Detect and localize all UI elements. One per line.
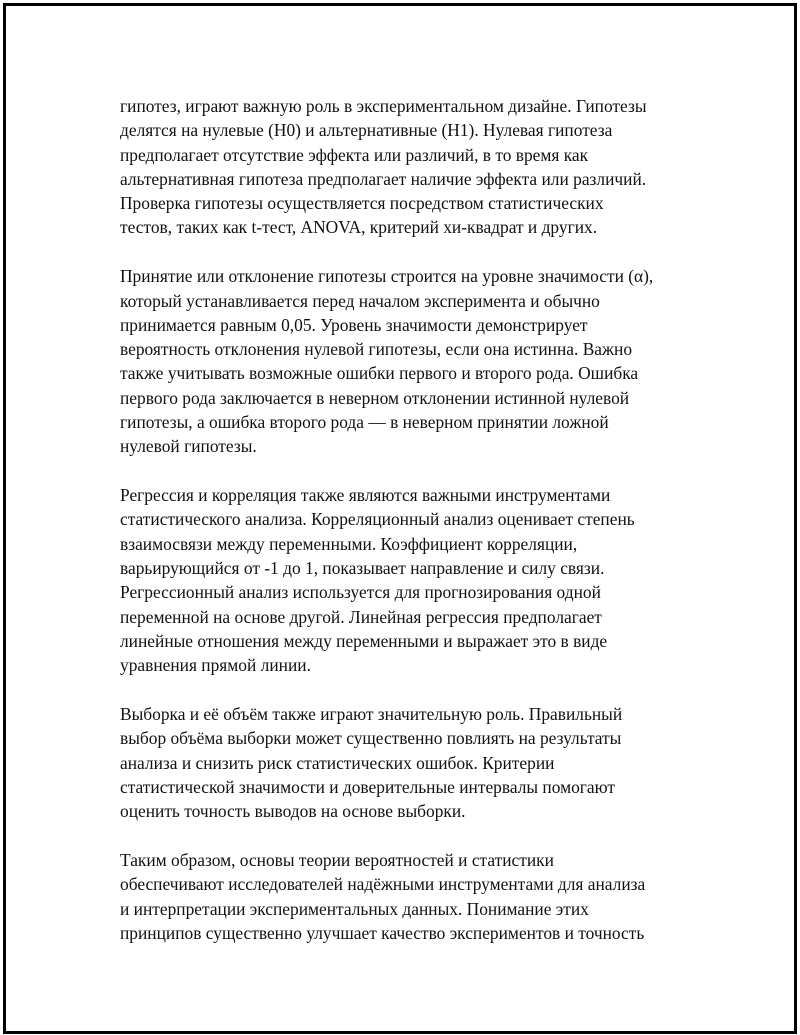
paragraph-conclusion: Таким образом, основы теории вероятностей и статистики обеспечивают исследователей надёжными инструментами для анализа и интерпретации экспериментальных данных. Понимание этих принципов существенно улучшает качество экспериментов и точность	[120, 850, 646, 943]
paragraph-sample-size: Выборка и её объём также играют значительную роль. Правильный выбор объёма выборки может существенно повлиять на результаты анализа и снизить риск статистических ошибок. Критерии статистической значимости и доверительные интервалы помогают оценить точность выводов на основе выборки.	[120, 704, 623, 822]
paragraph-hypotheses: гипотез, играют важную роль в экспериментальном дизайне. Гипотезы делятся на нулевые (H0) и альтернативные (H1). Нулевая гипотеза предполагает отсутствие эффекта или различий, в то время как альтернативная гипотеза предполагает наличие эффекта или различий. Проверка гипотезы осуществляется посредством статистических тестов, таких как t-тест, ANOVA, критерий хи-квадрат и других.	[120, 96, 647, 238]
document-body	[120, 94, 690, 970]
document-page	[3, 3, 797, 1034]
paragraph-regression-correlation: Регрессия и корреляция также являются важными инструментами статистического анализа. Корреляционный анализ оценивает степень взаимосвязи между переменными. Коэффициент корреляции, варьирующийся от -1 до 1, показывает направление и силу связи. Регрессионный анализ используется для прогнозирования одной переменной на основе другой. Линейная регрессия предполагает линейные отношения между переменными и выражает это в виде уравнения прямой линии.	[120, 485, 635, 676]
paragraph-significance-level: Принятие или отклонение гипотезы строится на уровне значимости (α), который устанавливается перед началом эксперимента и обычно принимается равным 0,05. Уровень значимости демонстрирует вероятность отклонения нулевой гипотезы, если она истинна. Важно также учитывать возможные ошибки первого и второго рода. Ошибка первого рода заключается в неверном отклонении истинной нулевой гипотезы, а ошибка второго рода — в неверном принятии ложной нулевой гипотезы.	[120, 266, 654, 457]
